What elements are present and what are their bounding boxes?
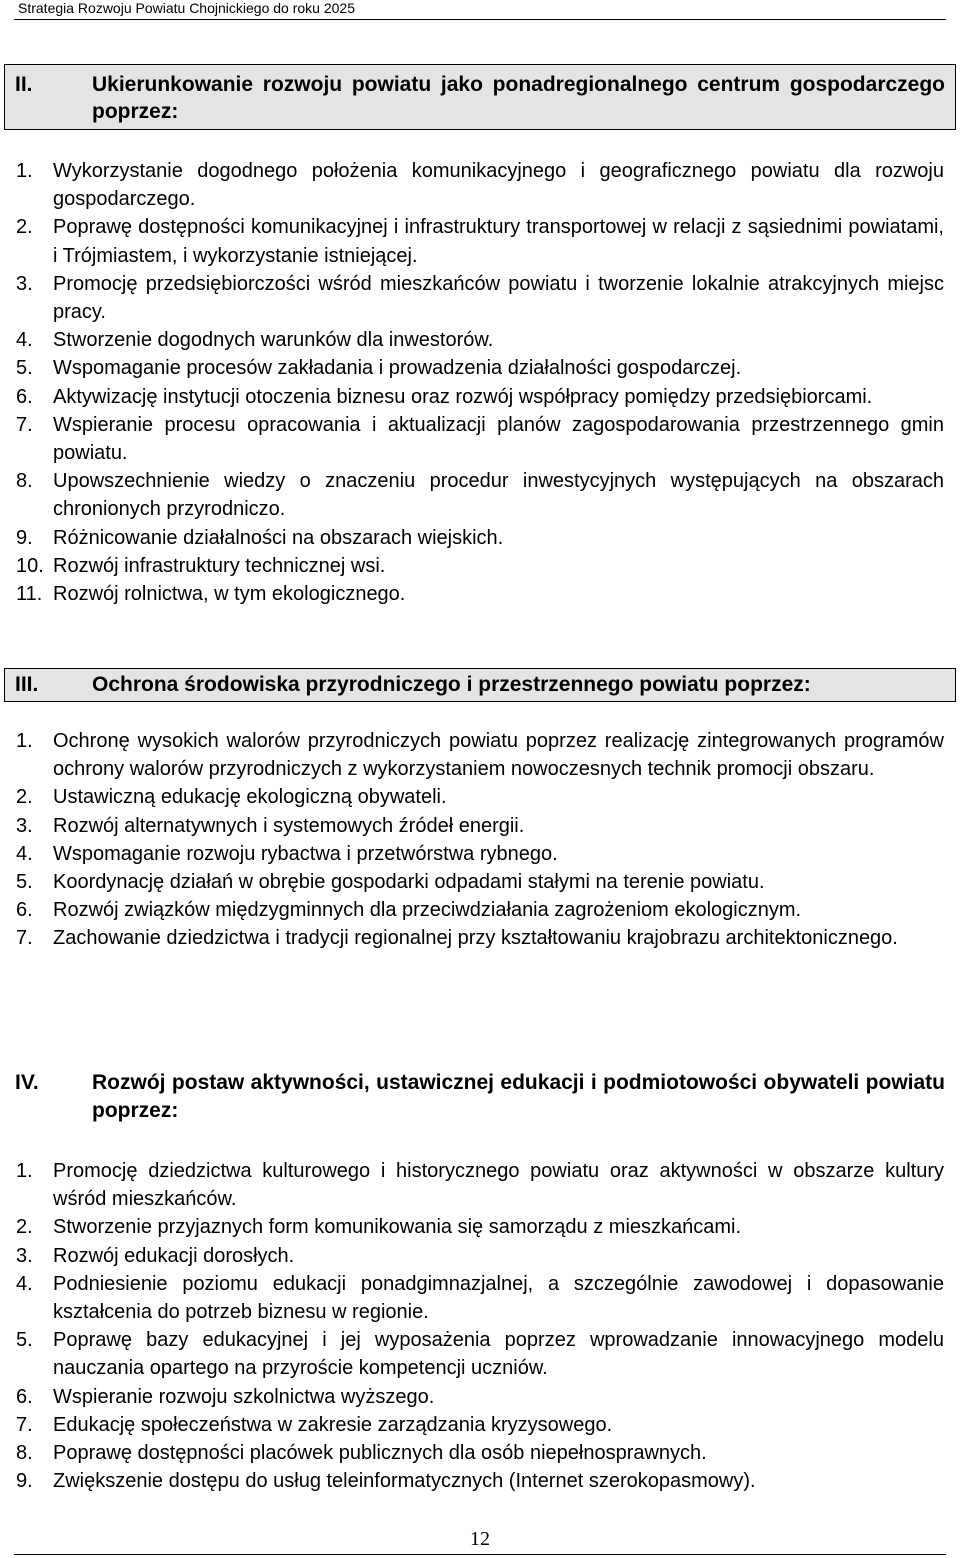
item-number: 2. <box>16 1216 33 1239</box>
item-text: Wspomaganie procesów zakładania i prowadzenia działalności gospodarczej. <box>53 357 742 380</box>
item-number: 5. <box>16 1329 33 1352</box>
section-numeral: II. <box>15 73 33 96</box>
item-number: 1. <box>16 1160 33 1182</box>
item-number: 3. <box>16 272 33 295</box>
item-number: 7. <box>16 927 33 950</box>
section-title: Rozwój postaw aktywności, ustawicznej edukacji i podmiotowości obywateli powiatu poprzez: <box>92 1071 945 1122</box>
item-text: Poprawę dostępności placówek publicznych dla osób niepełnosprawnych. <box>53 1442 707 1465</box>
list-item <box>16 896 944 924</box>
header-rule <box>14 19 946 20</box>
item-text: Ustawiczną edukację ekologiczną obywateli. <box>53 786 447 809</box>
list-item <box>16 1439 944 1467</box>
item-text: Różnicowanie działalności na obszarach wiejskich. <box>53 526 504 549</box>
item-number: 5. <box>16 871 33 894</box>
item-text: Edukację społeczeństwa w zakresie zarządzania kryzysowego. <box>53 1413 613 1436</box>
item-number: 3. <box>16 1244 33 1267</box>
list-item <box>16 580 944 608</box>
list-item <box>16 1326 944 1382</box>
item-text: Rozwój związków międzygminnych dla przeciwdziałania zagrożeniom ekologicznym. <box>53 899 802 922</box>
item-number: 6. <box>16 899 33 922</box>
section-numeral: IV. <box>15 1071 39 1094</box>
list-item <box>16 1157 944 1213</box>
item-text: Stworzenie dogodnych warunków dla inwestorów. <box>53 329 494 352</box>
item-number: 7. <box>16 1413 33 1436</box>
item-text: Podniesienie poziomu edukacji ponadgimnazjalnej, a szczególnie zawodowej i dopasowanie kształcenia do potrzeb biznesu w regionie. <box>53 1272 944 1324</box>
list-item <box>16 552 944 580</box>
item-number: 6. <box>16 385 33 408</box>
section-title: Ukierunkowanie rozwoju powiatu jako ponadregionalnego centrum gospodarczego poprzez: <box>92 73 945 123</box>
item-text: Rozwój rolnictwa, w tym ekologicznego. <box>53 583 406 606</box>
section-ii-list <box>16 157 944 608</box>
section-heading-iii <box>4 668 956 702</box>
item-number: 9. <box>16 1470 33 1493</box>
item-number: 1. <box>16 730 33 752</box>
item-text: Zwiększenie dostępu do usług teleinformatycznych (Internet szerokopasmowy). <box>53 1470 756 1493</box>
item-number: 8. <box>16 1442 33 1465</box>
list-item <box>16 812 944 840</box>
list-item <box>16 467 944 523</box>
item-number: 4. <box>16 842 33 865</box>
item-number: 9. <box>16 526 33 549</box>
section-heading-ii <box>4 64 956 130</box>
list-item <box>16 354 944 382</box>
item-number: 11. <box>16 583 43 606</box>
item-text: Aktywizację instytucji otoczenia biznesu oraz rozwój współpracy pomiędzy przedsiębiorcami. <box>53 385 873 408</box>
list-item <box>16 326 944 354</box>
list-item <box>16 727 944 783</box>
item-text: Rozwój infrastruktury technicznej wsi. <box>53 554 386 577</box>
list-item <box>16 1383 944 1411</box>
item-number: 10. <box>16 554 44 577</box>
list-item <box>16 1467 944 1495</box>
list-item <box>16 1213 944 1241</box>
item-text: Wspieranie rozwoju szkolnictwa wyższego. <box>53 1385 435 1408</box>
list-item <box>16 1270 944 1326</box>
item-number: 3. <box>16 814 33 837</box>
item-number: 6. <box>16 1385 33 1408</box>
item-number: 1. <box>16 160 33 182</box>
list-item <box>16 924 944 952</box>
item-text: Rozwój alternatywnych i systemowych źródeł energii. <box>53 814 525 837</box>
item-text: Poprawę dostępności komunikacyjnej i infrastruktury transportowej w relacji z sąsiednimi powiatami, i Trójmiastem, i wykorzystanie istniejącej. <box>53 216 944 267</box>
item-text: Stworzenie przyjaznych form komunikowania się samorządu z mieszkańcami. <box>53 1216 742 1239</box>
item-number: 4. <box>16 329 33 352</box>
section-heading-iv <box>4 1063 956 1131</box>
item-number: 2. <box>16 216 33 239</box>
item-number: 7. <box>16 413 33 436</box>
item-text: Upowszechnienie wiedzy o znaczeniu procedur inwestycyjnych występujących na obszarach chronionych przyrodniczo. <box>53 470 944 521</box>
list-item <box>16 868 944 896</box>
item-text: Zachowanie dziedzictwa i tradycji regionalnej przy kształtowaniu krajobrazu architektonicznego. <box>53 927 898 950</box>
item-text: Wspomaganie rozwoju rybactwa i przetwórstwa rybnego. <box>53 842 558 865</box>
item-number: 4. <box>16 1272 33 1295</box>
list-item <box>16 270 944 326</box>
item-text: Poprawę bazy edukacyjnej i jej wyposażenia poprzez wprowadzanie innowacyjnego modelu nauczania opartego na przyroście kompetencji uczniów. <box>53 1329 944 1380</box>
list-item <box>16 783 944 811</box>
list-item <box>16 840 944 868</box>
footer-rule <box>14 1554 946 1555</box>
list-item <box>16 157 944 213</box>
list-item <box>16 411 944 467</box>
item-number: 5. <box>16 357 33 380</box>
section-iii-list <box>16 727 944 953</box>
page-number: 12 <box>470 1528 490 1550</box>
item-number: 2. <box>16 786 33 809</box>
list-item <box>16 213 944 269</box>
list-item <box>16 1411 944 1439</box>
item-number: 8. <box>16 470 33 493</box>
item-text: Wykorzystanie dogodnego położenia komunikacyjnego i geograficznego powiatu dla rozwoju gospodarczego. <box>53 160 944 211</box>
item-text: Promocję przedsiębiorczości wśród mieszkańców powiatu i tworzenie lokalnie atrakcyjnych miejsc pracy. <box>53 272 944 324</box>
item-text: Ochronę wysokich walorów przyrodniczych powiatu poprzez realizację zintegrowanych programów ochrony walorów przyrodniczych z wykorzystaniem nowoczesnych technik promocji obszaru. <box>53 730 944 781</box>
item-text: Promocję dziedzictwa kulturowego i historycznego powiatu oraz aktywności w obszarze kultury wśród mieszkańców. <box>53 1160 944 1211</box>
list-item <box>16 383 944 411</box>
item-text: Rozwój edukacji dorosłych. <box>53 1244 295 1267</box>
section-iv-list <box>16 1157 944 1495</box>
list-item <box>16 1242 944 1270</box>
running-header: Strategia Rozwoju Powiatu Chojnickiego do roku 2025 <box>18 0 355 16</box>
section-numeral: III. <box>15 673 39 696</box>
list-item <box>16 524 944 552</box>
item-text: Wspieranie procesu opracowania i aktualizacji planów zagospodarowania przestrzennego gmin powiatu. <box>53 413 944 465</box>
item-text: Koordynację działań w obrębie gospodarki odpadami stałymi na terenie powiatu. <box>53 871 765 894</box>
section-title: Ochrona środowiska przyrodniczego i przestrzennego powiatu poprzez: <box>92 673 811 696</box>
